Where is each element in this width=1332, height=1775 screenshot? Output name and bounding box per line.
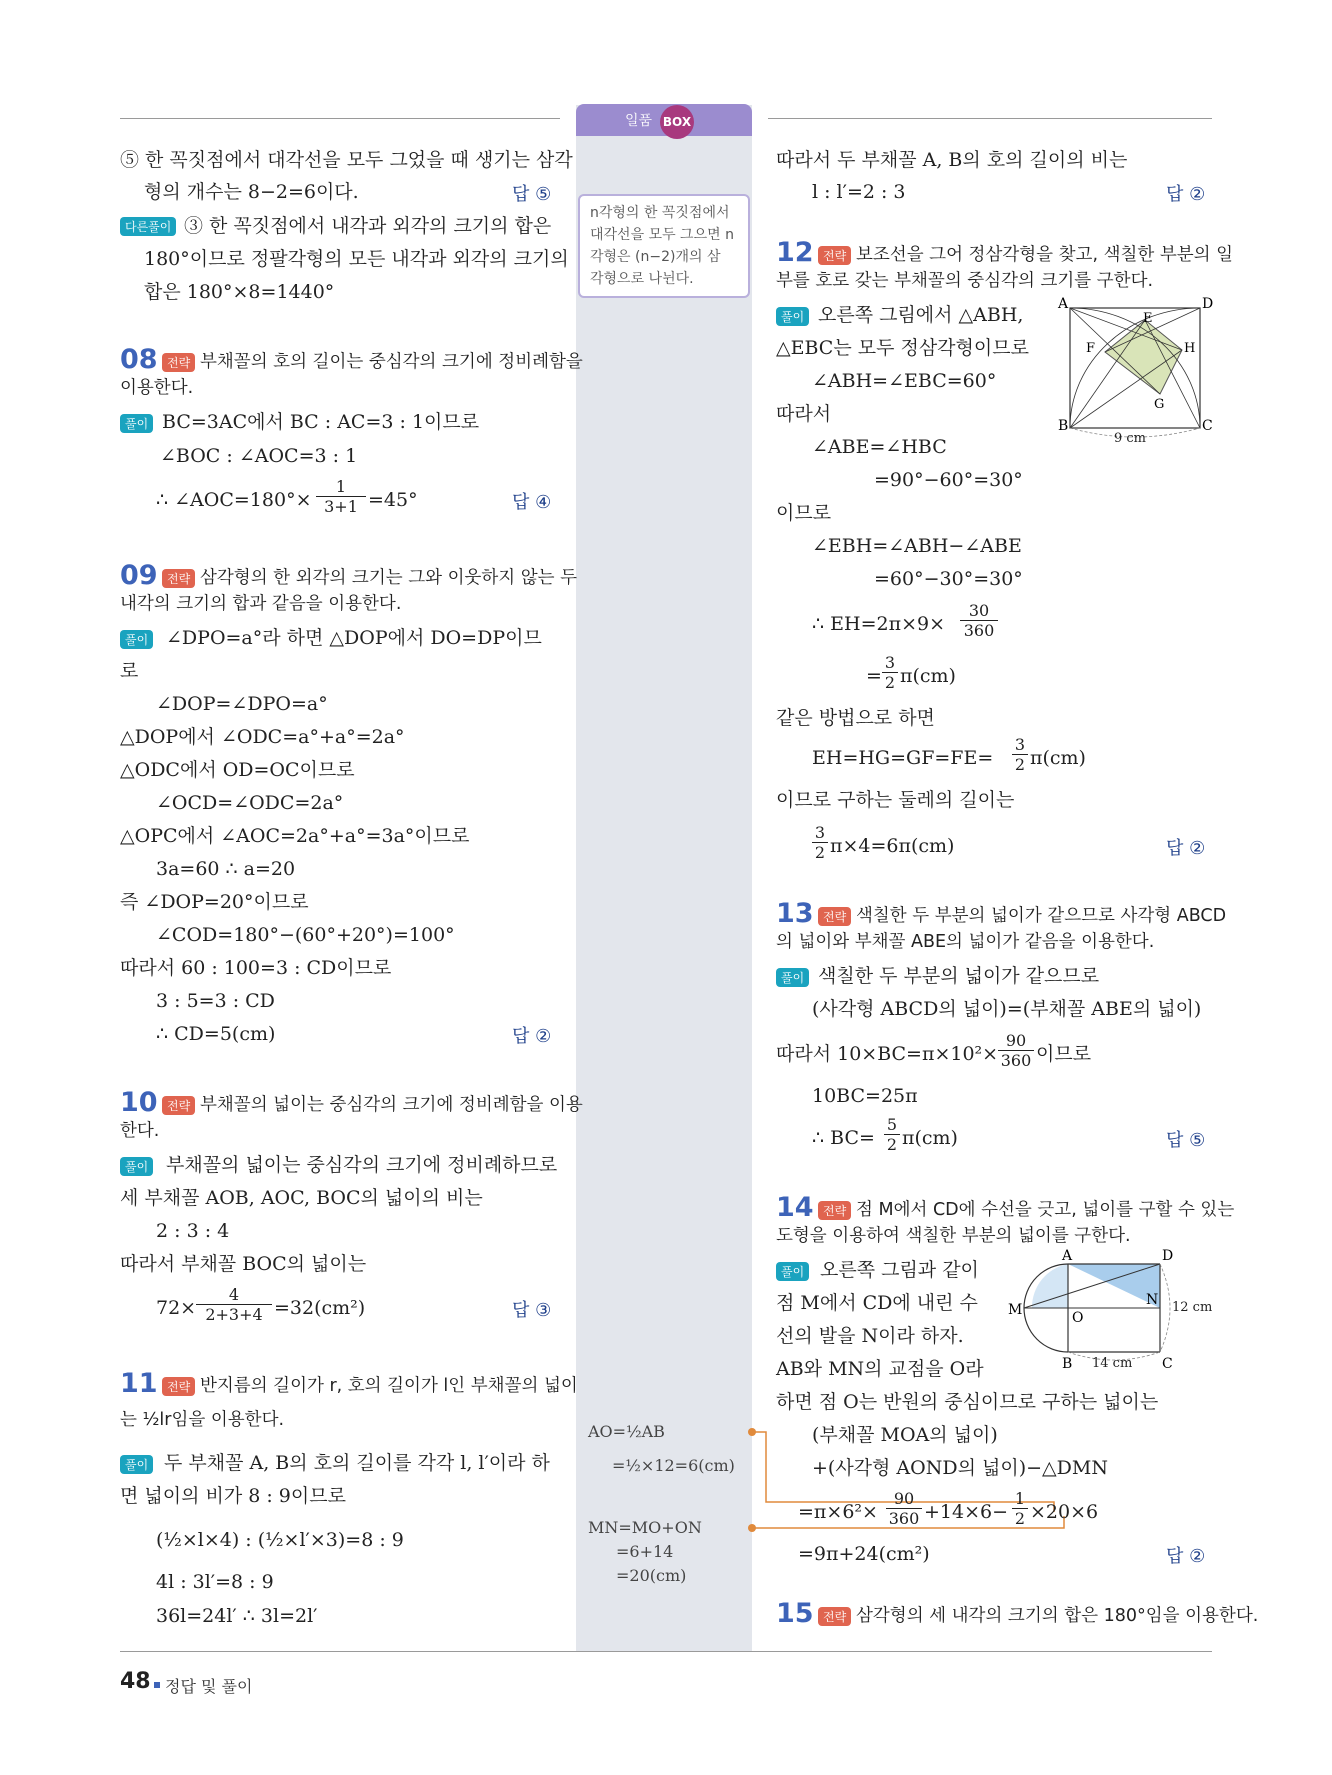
text-line: =	[866, 665, 882, 687]
strategy-label: 전략	[818, 246, 851, 265]
strategy-text: 보조선을 그어 정삼각형을 찾고, 색칠한 부분의 일	[856, 245, 1234, 265]
side-note: =6+14	[616, 1542, 674, 1561]
solution-label: 풀이	[120, 1157, 153, 1176]
text-line: ∴ ∠AOC=180°×	[156, 489, 312, 511]
strategy-text: 반지름의 길이가 r, 호의 길이가 l인 부채꼴의 넓이	[200, 1376, 578, 1396]
text-line: 이므로	[1036, 1043, 1092, 1065]
box-badge: BOX	[660, 105, 694, 139]
solution-label: 풀이	[120, 1455, 153, 1474]
text-line: ∠DPO=a°라 하면 △DOP에서 DO=DP이므	[166, 627, 542, 649]
denominator: 2	[1012, 754, 1028, 774]
answer-mark: 답 ②	[512, 1026, 552, 1047]
text-line: +(사각형 AOND의 넓이)−△DMN	[812, 1457, 1108, 1479]
text-line: ×20×6	[1030, 1501, 1099, 1523]
square-figure	[1050, 296, 1214, 446]
text-line: (½×l×4) : (½×l′×3)=8 : 9	[156, 1529, 404, 1551]
solution-label: 풀이	[120, 630, 153, 649]
text-line: =π×6²×	[798, 1501, 878, 1523]
numerator: 1	[335, 477, 347, 496]
strategy-label: 전략	[162, 569, 195, 588]
text-line: 두 부채꼴 A, B의 호의 길이를 각각 l, l′이라 하	[164, 1452, 550, 1474]
strategy-text: 점 M에서 CD에 수선을 긋고, 넓이를 구할 수 있는	[856, 1200, 1235, 1220]
question-number: 10	[120, 1087, 158, 1118]
numerator: 3	[884, 653, 896, 672]
text-line: 색칠한 두 부분의 넓이가 같으므로	[818, 965, 1100, 987]
text-line: 이므로	[776, 502, 832, 524]
question-number: 15	[776, 1598, 814, 1629]
strategy-text: 삼각형의 세 내각의 크기의 합은 180°임을 이용한다.	[856, 1606, 1259, 1626]
solution-label: 풀이	[776, 968, 809, 987]
strategy-text: 의 넓이와 부채꼴 ABE의 넓이가 같음을 이용한다.	[776, 932, 1155, 952]
strategy-text: 한다.	[120, 1121, 160, 1141]
fraction	[884, 1115, 900, 1154]
footer-label: 정답 및 풀이	[165, 1677, 253, 1696]
text-line: 오른쪽 그림에서 △ABH,	[818, 304, 1024, 326]
text-line: EH=HG=GF=FE=	[812, 747, 994, 769]
side-note: =20(cm)	[616, 1566, 687, 1585]
denominator: 2	[812, 842, 828, 862]
denominator: 360	[886, 1508, 922, 1528]
text-line: △DOP에서 ∠ODC=a°+a°=2a°	[120, 726, 405, 748]
strategy-label: 전략	[162, 353, 195, 372]
numerator: 3	[1014, 735, 1026, 754]
svg-text:B: B	[1058, 418, 1069, 434]
top-rule-left	[120, 118, 560, 119]
answer-mark: 답 ③	[512, 1300, 552, 1321]
text-line: ∠OCD=∠ODC=2a°	[156, 792, 344, 814]
text-line: 3a=60 ∴ a=20	[156, 858, 296, 880]
text-line: ∴ BC=	[812, 1127, 875, 1149]
svg-text:G: G	[1154, 397, 1165, 412]
fraction	[196, 1285, 272, 1324]
numerator: 3	[814, 823, 826, 842]
tip-line: n각형의 한 꼭짓점에서	[590, 205, 730, 221]
text-line: △OPC에서 ∠AOC=2a°+a°=3a°이므로	[120, 825, 470, 847]
strategy-text: 부채꼴의 호의 길이는 중심각의 크기에 정비례함을	[200, 352, 583, 372]
fraction	[812, 823, 828, 862]
text-line: ∠ABH=∠EBC=60°	[812, 370, 997, 392]
text-line: =90°−60°=30°	[874, 469, 1023, 491]
numerator: 4	[228, 1285, 240, 1304]
fraction	[960, 601, 998, 640]
strategy-text: 내각의 크기의 합과 같음을 이용한다.	[120, 594, 402, 614]
text-line: 부채꼴의 넓이는 중심각의 크기에 정비례하므로	[166, 1154, 558, 1176]
text-line: 점 M에서 CD에 내린 수	[776, 1292, 978, 1314]
text-line: π×4=6π(cm)	[830, 835, 955, 857]
text-line: =60°−30°=30°	[874, 568, 1023, 590]
svg-text:F: F	[1086, 341, 1096, 356]
text-line: ③ 한 꼭짓점에서 내각과 외각의 크기의 합은	[184, 215, 552, 237]
text-line: 따라서 부채꼴 BOC의 넓이는	[120, 1253, 367, 1275]
numerator: 1	[1014, 1489, 1026, 1508]
answer-mark: 답 ⑤	[512, 184, 552, 205]
page-number: 48	[120, 1669, 151, 1694]
fraction	[886, 1489, 922, 1528]
text-line: =45°	[368, 489, 418, 511]
denominator: 2	[884, 1134, 900, 1154]
svg-text:C: C	[1162, 1356, 1173, 1372]
text-line: 3 : 5=3 : CD	[156, 990, 275, 1012]
question-number: 14	[776, 1192, 814, 1223]
text-line: ∴ CD=5(cm)	[156, 1023, 276, 1045]
side-column	[576, 105, 752, 1651]
svg-text:A: A	[1058, 296, 1069, 312]
text-line: △EBC는 모두 정삼각형이므로	[776, 337, 1029, 359]
tip-box	[578, 194, 750, 298]
solution-label: 풀이	[120, 414, 153, 433]
strategy-text: 이용한다.	[120, 378, 194, 398]
answer-mark: 답 ④	[512, 492, 552, 513]
svg-text:H: H	[1184, 341, 1196, 356]
text-line: 4l : 3l′=8 : 9	[156, 1571, 274, 1593]
svg-text:M: M	[1008, 1302, 1023, 1318]
tip-line: 대각선을 모두 그으면 n	[590, 227, 734, 243]
side-note: =½×12=6(cm)	[612, 1456, 735, 1475]
text-line: ⑤ 한 꼭짓점에서 대각선을 모두 그었을 때 생기는 삼각	[120, 149, 573, 171]
text-line: 따라서 60 : 100=3 : CD이므로	[120, 957, 392, 979]
strategy-text: 는 ½lr임을 이용한다.	[120, 1410, 285, 1430]
dimension-label: 12 cm	[1172, 1300, 1213, 1315]
text-line: π(cm)	[902, 1127, 958, 1149]
text-line: 즉 ∠DOP=20°이므로	[120, 891, 309, 913]
text-line: +14×6−	[924, 1501, 1009, 1523]
top-rule-right	[768, 118, 1212, 119]
text-line: 따라서 10×BC=π×10²×	[776, 1043, 999, 1065]
tip-line: 각형으로 나뉜다.	[590, 271, 694, 287]
strategy-text: 삼각형의 한 외각의 크기는 그와 이웃하지 않는 두	[200, 568, 578, 588]
fraction	[1012, 735, 1028, 774]
text-line: ∠COD=180°−(60°+20°)=100°	[156, 924, 455, 946]
text-line: =9π+24(cm²)	[798, 1543, 930, 1565]
text-line: (사각형 ABCD의 넓이)=(부채꼴 ABE의 넓이)	[812, 998, 1202, 1020]
text-line: ∠BOC : ∠AOC=3 : 1	[160, 445, 358, 467]
svg-text:N: N	[1146, 1292, 1159, 1308]
text-line: 형의 개수는 8−2=6이다.	[144, 181, 359, 203]
fraction	[1012, 1489, 1028, 1528]
text-line: ∠EBH=∠ABH−∠ABE	[812, 535, 1022, 557]
question-number: 12	[776, 237, 814, 268]
strategy-label: 전략	[818, 1201, 851, 1220]
bullet-icon	[154, 1682, 160, 1688]
text-line: 10BC=25π	[812, 1085, 918, 1107]
denominator: 2	[882, 672, 898, 692]
solution-label: 풀이	[776, 1262, 809, 1281]
strategy-label: 전략	[818, 907, 851, 926]
dimension-label: 9 cm	[1114, 431, 1147, 446]
text-line: l : l′=2 : 3	[812, 181, 906, 203]
numerator: 90	[1005, 1031, 1027, 1050]
text-line: 이므로 구하는 둘레의 길이는	[776, 789, 1015, 811]
tip-line: 각형은 (n−2)개의 삼	[590, 249, 721, 265]
text-line: 36l=24l′ ∴ 3l=2l′	[156, 1605, 318, 1627]
denominator: 3+1	[316, 496, 366, 516]
question-number: 08	[120, 344, 158, 375]
text-line: 오른쪽 그림과 같이	[820, 1259, 979, 1281]
dimension-label: 14 cm	[1092, 1356, 1133, 1371]
numerator: 30	[968, 601, 990, 620]
text-line: ∴ EH=2π×9×	[812, 613, 945, 635]
strategy-text: 부를 호로 갖는 부채꼴의 중심각의 크기를 구한다.	[776, 271, 1154, 291]
numerator: 5	[886, 1115, 898, 1134]
strategy-text: 색칠한 두 부분의 넓이가 같으므로 사각형 ABCD	[856, 906, 1227, 926]
text-line: ∠ABE=∠HBC	[812, 436, 947, 458]
text-line: π(cm)	[900, 665, 956, 687]
fraction	[998, 1031, 1034, 1070]
text-line: BC=3AC에서 BC : AC=3 : 1이므로	[162, 411, 480, 433]
denominator: 360	[960, 620, 998, 640]
text-line: AB와 MN의 교점을 O라	[776, 1358, 984, 1380]
svg-text:B: B	[1062, 1356, 1073, 1372]
strategy-label: 전략	[162, 1096, 195, 1115]
text-line: ∠DOP=∠DPO=a°	[156, 693, 328, 715]
question-number: 13	[776, 898, 814, 929]
side-note: AO=½AB	[588, 1422, 665, 1441]
text-line: 72×	[156, 1297, 197, 1319]
question-number: 09	[120, 560, 158, 591]
svg-text:D: D	[1162, 1248, 1174, 1264]
svg-text:C: C	[1202, 418, 1213, 434]
box-tab-label: 일품	[625, 113, 653, 129]
answer-mark: 답 ②	[1166, 838, 1206, 859]
text-line: 따라서	[776, 403, 832, 425]
strategy-label: 전략	[818, 1607, 851, 1626]
text-line: =32(cm²)	[274, 1297, 366, 1319]
side-note: MN=MO+ON	[588, 1518, 702, 1537]
text-line: 따라서 두 부채꼴 A, B의 호의 길이의 비는	[776, 149, 1128, 171]
text-line: 같은 방법으로 하면	[776, 707, 935, 729]
fraction	[882, 653, 898, 692]
numerator: 90	[893, 1489, 915, 1508]
question-number: 11	[120, 1368, 158, 1399]
svg-text:A: A	[1062, 1248, 1073, 1264]
denominator: 2+3+4	[196, 1304, 272, 1324]
text-line: (부채꼴 MOA의 넓이)	[812, 1424, 998, 1446]
denominator: 2	[1012, 1508, 1028, 1528]
denominator: 360	[998, 1050, 1034, 1070]
text-line: 선의 발을 N이라 하자.	[776, 1325, 964, 1347]
svg-text:O: O	[1072, 1310, 1084, 1326]
text-line: 로	[120, 660, 139, 682]
answer-mark: 답 ⑤	[1166, 1130, 1206, 1151]
text-line: 하면 점 O는 반원의 중심이므로 구하는 넓이는	[776, 1391, 1159, 1413]
svg-text:E: E	[1143, 311, 1153, 326]
answer-mark: 답 ②	[1166, 184, 1206, 205]
text-line: 세 부채꼴 AOB, AOC, BOC의 넓이의 비는	[120, 1187, 483, 1209]
text-line: 합은 180°×8=1440°	[144, 281, 335, 303]
text-line: 180°이므로 정팔각형의 모든 내각과 외각의 크기의	[144, 248, 569, 270]
strategy-label: 전략	[162, 1377, 195, 1396]
fraction	[316, 477, 366, 516]
text-line: △ODC에서 OD=OC이므로	[120, 759, 355, 781]
strategy-text: 부채꼴의 넓이는 중심각의 크기에 정비례함을 이용	[200, 1095, 583, 1115]
solution-label: 풀이	[776, 307, 809, 326]
text-line: 2 : 3 : 4	[156, 1220, 230, 1242]
alt-solution-label: 다른풀이	[120, 217, 176, 236]
svg-text:D: D	[1202, 296, 1214, 312]
answer-mark: 답 ②	[1166, 1546, 1206, 1567]
text-line: 면 넓이의 비가 8 : 9이므로	[120, 1485, 346, 1507]
text-line: π(cm)	[1030, 747, 1086, 769]
strategy-text: 도형을 이용하여 색칠한 부분의 넓이를 구한다.	[776, 1226, 1131, 1246]
bottom-rule	[120, 1651, 1212, 1652]
